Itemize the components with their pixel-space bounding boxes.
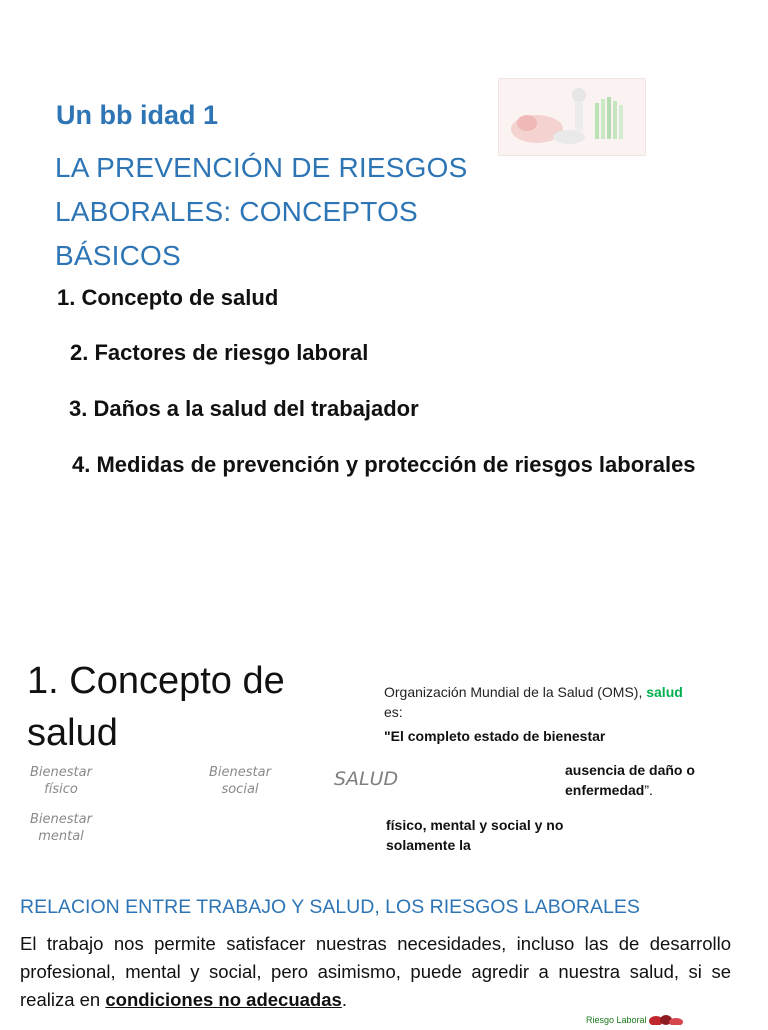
body-paragraph-text: El trabajo nos permite satisfacer nuestras necesidades, incluso las de desarrollo profesional, mental y social, pero asimismo, puede agredir a nuestra salud, si se realiza en: [20, 933, 731, 1010]
body-paragraph-emphasis: condiciones no adecuadas: [105, 989, 342, 1010]
oms-intro: [384, 682, 754, 702]
oms-salud-keyword: salud: [646, 684, 683, 700]
oms-es: es:: [384, 704, 403, 720]
toc-item-1: 1. Concepto de salud: [57, 285, 279, 310]
oms-quote-mid: físico, mental y social y no solamente la: [386, 817, 564, 853]
section-title-line-2: salud: [27, 712, 118, 754]
section-title-line-1: 1. Concepto de: [27, 660, 285, 702]
main-title: [55, 146, 525, 278]
diagram-bienestar-social: Bienestar social: [209, 765, 271, 797]
body-paragraph: [20, 930, 731, 1014]
body-paragraph-end: .: [341, 989, 347, 1010]
unit-title: Un bb idad 1: [56, 100, 218, 130]
diagram-bienestar-fisico: Bienestar físico: [30, 765, 92, 797]
diagram-bienestar-mental: Bienestar mental: [30, 812, 92, 844]
decorative-picture: [498, 78, 646, 156]
relacion-heading: RELACION ENTRE TRABAJO Y SALUD, LOS RIESGOS LABORALES: [20, 896, 640, 918]
main-title-line-1: LA PREVENCIÓN DE RIESGOS: [55, 152, 468, 183]
logo-mark-icon: [646, 1012, 692, 1030]
main-title-line-3: BÁSICOS: [55, 240, 181, 271]
logo-caption: Riesgo Laboral: [586, 1015, 647, 1025]
section-title: [27, 655, 285, 759]
toc-item-2: 2. Factores de riesgo laboral: [70, 340, 369, 365]
oms-quote-end: [565, 760, 715, 800]
oms-quote-start: "El completo estado de bienestar: [384, 728, 606, 744]
decorative-picture-art: [499, 79, 645, 155]
toc-item-4: 4. Medidas de prevención y protección de riesgos laborales: [72, 452, 696, 477]
oms-intro-text: Organización Mundial de la Salud (OMS),: [384, 684, 647, 700]
oms-quote-close: ”.: [644, 782, 653, 798]
diagram-salud: SALUD: [334, 768, 399, 790]
main-title-line-2: LABORALES: CONCEPTOS: [55, 196, 418, 227]
toc-item-3: 3. Daños a la salud del trabajador: [69, 396, 419, 421]
oms-quote-end-text: ausencia de daño o enfermedad: [565, 762, 695, 798]
